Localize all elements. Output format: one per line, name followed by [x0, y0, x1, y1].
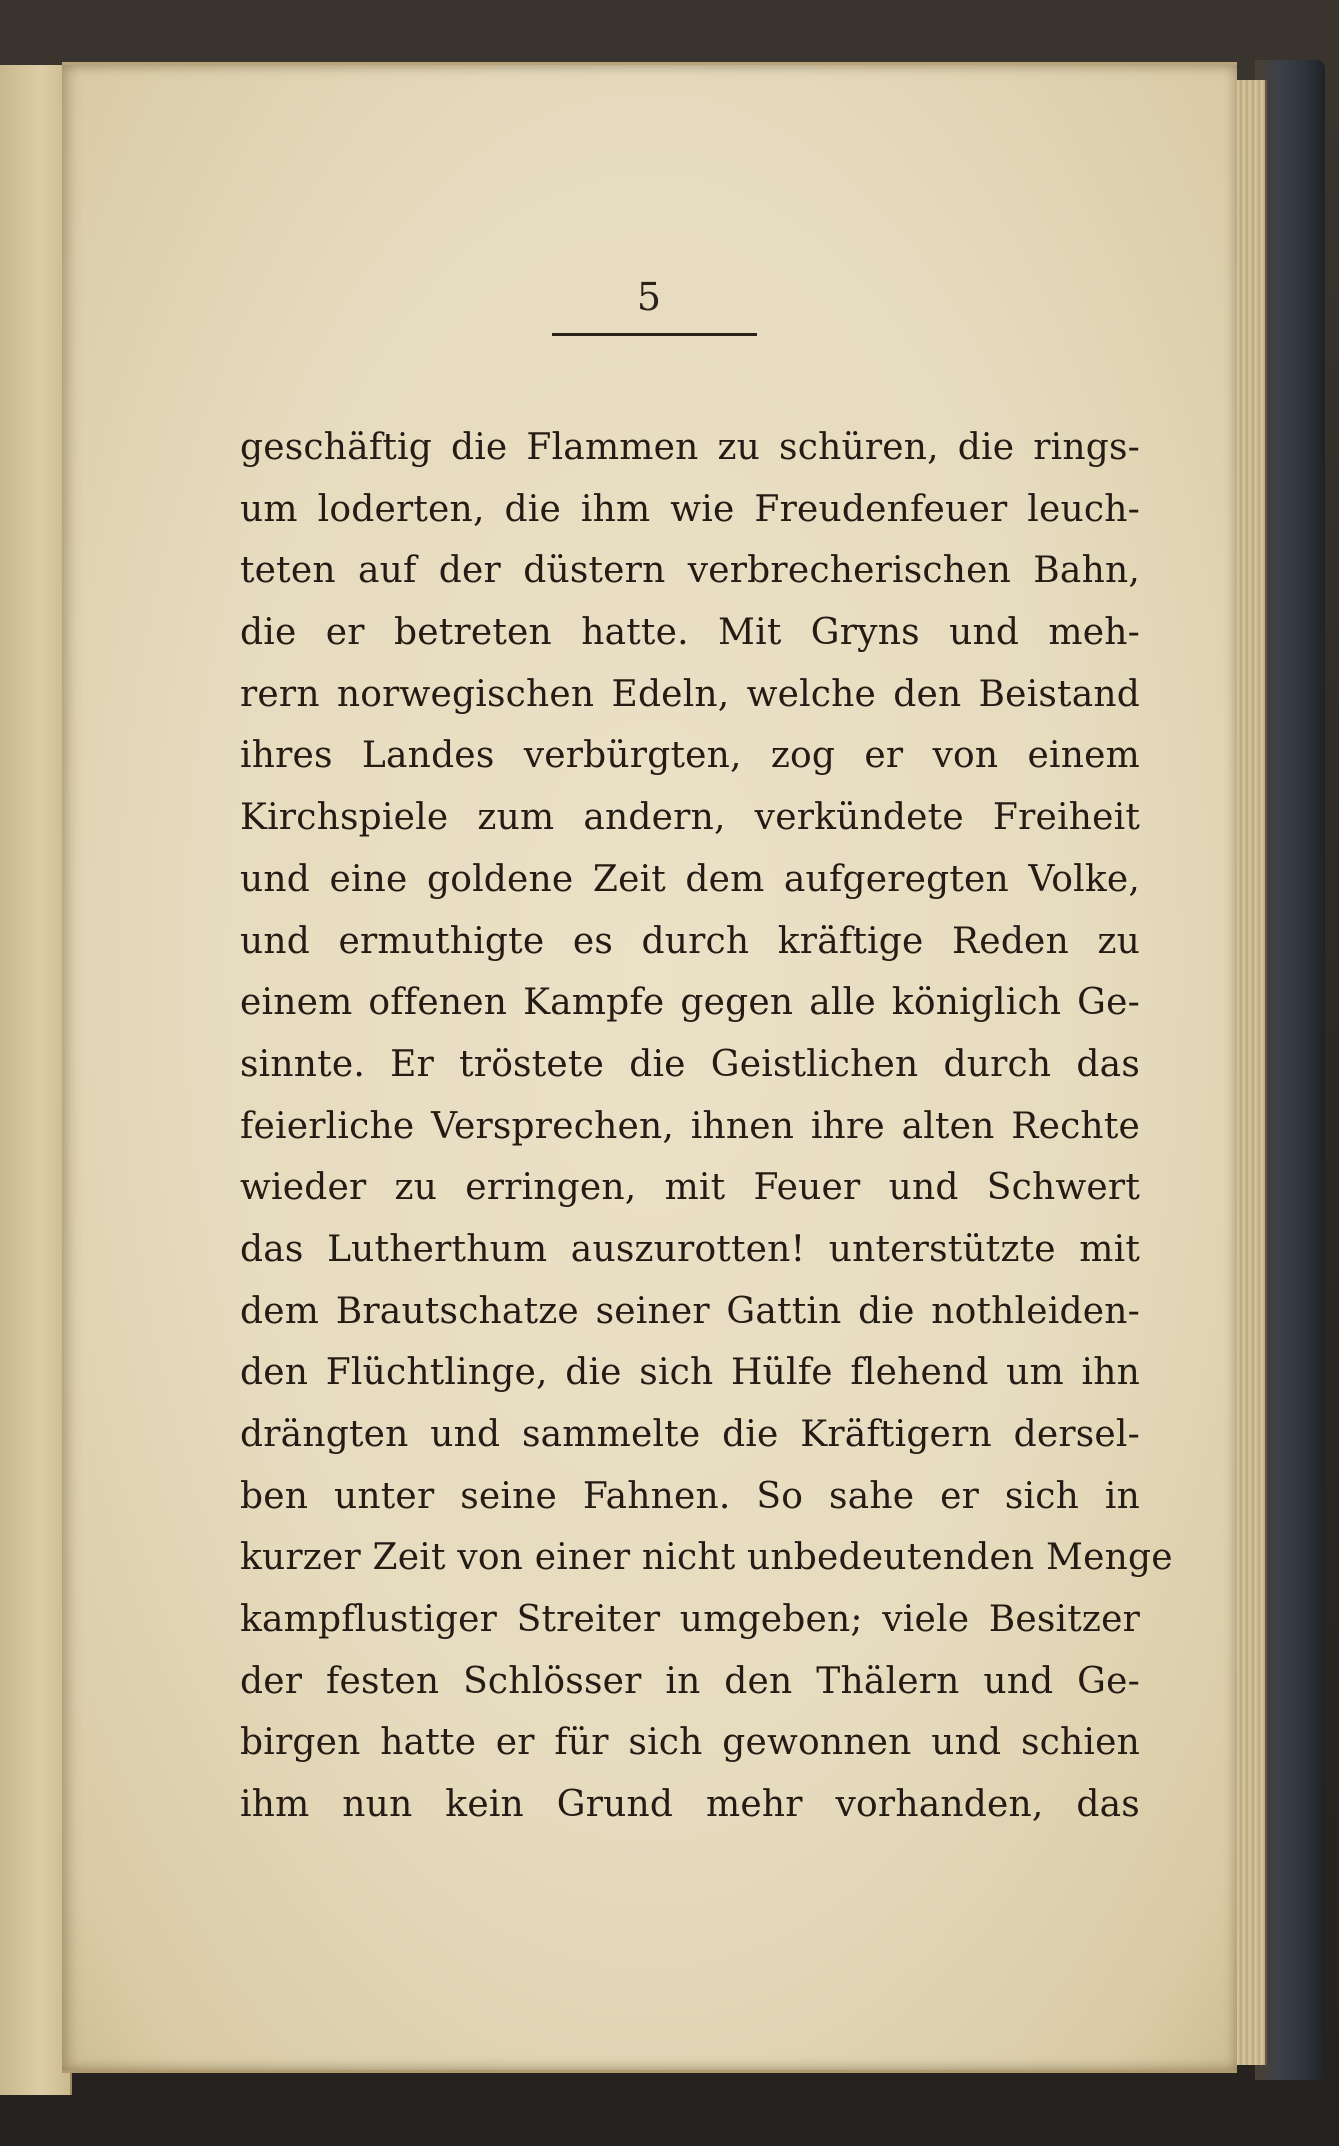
body-text	[240, 417, 1173, 1836]
text-line: birgen hatte er für sich gewonnen und schien	[240, 1722, 1140, 1764]
text-line: Kirchspiele zum andern, verkündete Freiheit	[240, 797, 1140, 839]
text-line: ben unter seine Fahnen. So sahe er sich in	[240, 1475, 1140, 1517]
header-rule	[552, 333, 757, 336]
text-line: sinnte. Er tröstete die Geistlichen durch das	[240, 1043, 1140, 1085]
text-line: einem offenen Kampfe gegen alle königlich Ge-	[240, 982, 1140, 1024]
text-line: um loderten, die ihm wie Freudenfeuer leuch-	[240, 488, 1140, 530]
text-line: rern norwegischen Edeln, welche den Beistand	[240, 673, 1140, 715]
text-line: und eine goldene Zeit dem aufgeregten Volke,	[240, 858, 1140, 900]
text-line: dem Brautschatze seiner Gattin die nothleiden-	[240, 1290, 1140, 1332]
text-line: das Lutherthum auszurotten! unterstützte mit	[240, 1228, 1140, 1270]
text-line: drängten und sammelte die Kräftigern dersel-	[240, 1414, 1140, 1455]
text-line: die er betreten hatte. Mit Gryns und meh-	[240, 612, 1140, 654]
book-page	[62, 62, 1237, 2073]
text-line: teten auf der düstern verbrecherischen Bahn,	[240, 550, 1140, 592]
text-line: feierliche Versprechen, ihnen ihre alten Rechte	[240, 1105, 1140, 1147]
text-line: kampflustiger Streiter umgeben; viele Besitzer	[240, 1599, 1140, 1641]
page-number: 5	[636, 275, 663, 319]
text-line: und ermuthigte es durch kräftige Reden zu	[240, 920, 1140, 962]
text-line: wieder zu erringen, mit Feuer und Schwert	[240, 1167, 1140, 1209]
text-line: den Flüchtlinge, die sich Hülfe flehend um ihn	[240, 1352, 1140, 1394]
text-line: ihres Landes verbürgten, zog er von einem	[240, 735, 1140, 777]
text-line: ihm nun kein Grund mehr vorhanden, das	[240, 1784, 1140, 1826]
text-line: der festen Schlösser in den Thälern und Ge-	[240, 1660, 1140, 1702]
text-line: geschäftig die Flammen zu schüren, die rings-	[240, 427, 1140, 468]
text-line: kurzer Zeit von einer nicht unbedeutenden Menge	[240, 1537, 1173, 1579]
